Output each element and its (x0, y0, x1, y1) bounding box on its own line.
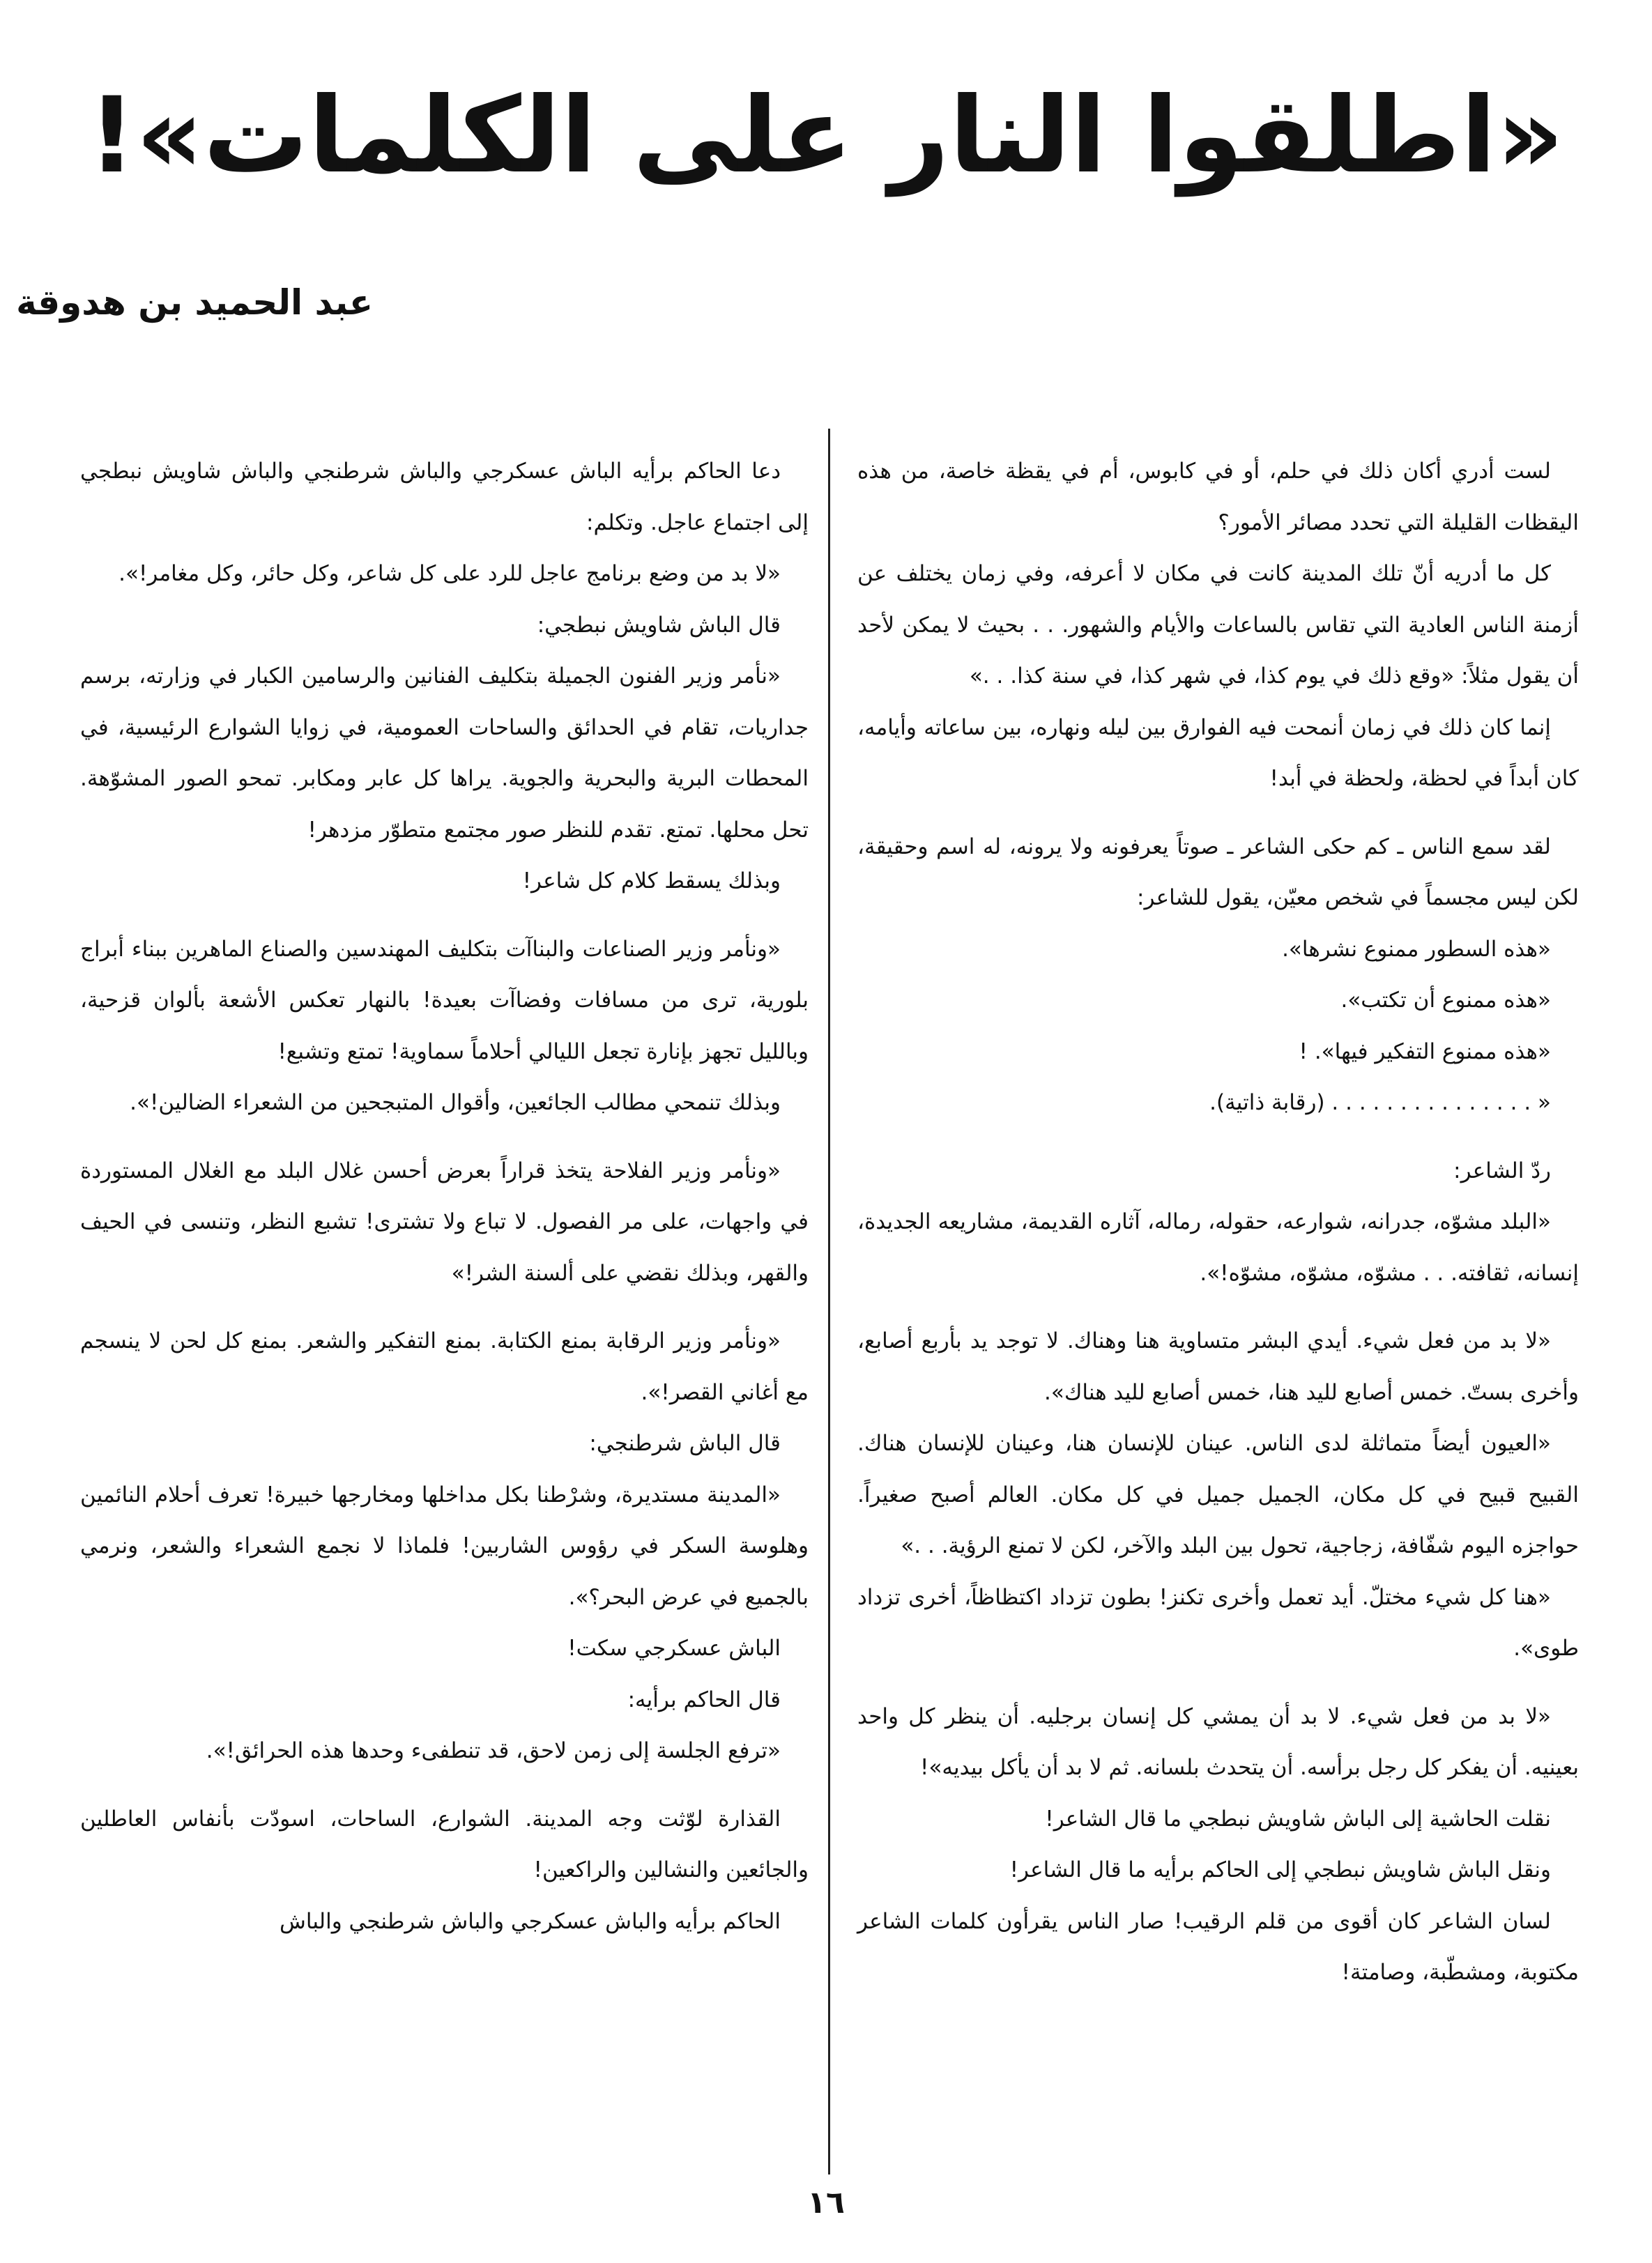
paragraph: «ونأمر وزير الرقابة بمنع الكتابة. بمنع التفكير والشعر. بمنع كل لحن لا ينسجم مع أغاني القصر!». (80, 1328, 809, 1405)
paragraph: قال الباش شرطنجي: (589, 1431, 781, 1456)
paragraph: نقلت الحاشية إلى الباش شاويش نبطجي ما قال الشاعر! (1045, 1806, 1551, 1832)
author-name: عبد الحميد بن هدوقة (16, 282, 373, 323)
paragraph: ونقل الباش شاويش نبطجي إلى الحاكم برأيه ما قال الشاعر! (1009, 1857, 1551, 1882)
paragraph: «هذه ممنوع التفكير فيها». ! (1299, 1038, 1551, 1064)
paragraph: «البلد مشوّه، جدرانه، شوارعه، حقوله، رماله، آثاره القديمة، مشاريعه الجديدة، إنسانه، ثقافته. . . مشوّه، مشوّه، مشوّه!». (857, 1209, 1579, 1286)
paragraph: «لا بد من فعل شيء. أيدي البشر متساوية هنا وهناك. لا توجد يد بأربع أصابع، وأخرى بستّ. خمس أصابع لليد هنا، خمس أصابع لليد هناك». (857, 1328, 1579, 1405)
paragraph: «ونأمر وزير الفلاحة يتخذ قراراً بعرض أحسن غلال البلد مع الغلال المستوردة في واجهات، على مر الفصول. لا تباع ولا تشترى! تشبع النظر، وتنسى في الحيف والقهر، وبذلك نقضي على ألسنة الشر!» (80, 1158, 809, 1286)
paragraph: «نأمر وزير الفنون الجميلة بتكليف الفنانين والرسامين الكبار في وزارته، برسم جداريات، تقام في الحدائق والساحات العمومية، في زوايا الشوارع الرئيسية، في المحطات البرية والبحرية والجوية. يراها كل عابر ومكابر. تمحو الصور المشوّهة. تحل محلها. تمتع. تقدم للنظر صور مجتمع متطوّر مزدهر! (80, 663, 809, 843)
paragraph: القذارة لوّثت وجه المدينة. الشوارع، الساحات، اسودّت بأنفاس العاطلين والجائعين والنشالين والراكعين! (80, 1806, 809, 1882)
paragraph: «لا بد من فعل شيء. لا بد أن يمشي كل إنسان برجليه. أن ينظر كل واحد بعينيه. أن يفكر كل رجل برأسه. أن يتحدث بلسانه. ثم لا بد أن يأكل بيديه»! (857, 1703, 1579, 1780)
paragraph: «لا بد من وضع برنامج عاجل للرد على كل شاعر، وكل حائر، وكل مغامر!». (118, 561, 781, 586)
paragraph: «هذه السطور ممنوع نشرها». (1282, 936, 1551, 962)
paragraph: الحاكم برأيه والباش عسكرجي والباش شرطنجي والباش (280, 1908, 781, 1934)
paragraph: «ونأمر وزير الصناعات والبناآت بتكليف المهندسين والصناع الماهرين ببناء أبراج بلورية، ترى من مسافات وفضاآت بعيدة! بالنهار تعكس الأشعة بألوان قزحية، وبالليل تجهز بإنارة تجعل الليالي أحلاماً سماوية! تمتع وتشبع! (80, 936, 809, 1064)
paragraph: دعا الحاكم برأيه الباش عسكرجي والباش شرطنجي والباش شاويش نبطجي إلى اجتماع عاجل. وتكلم: (80, 459, 809, 535)
article-title: «اطلقوا النار على الكلمات»! (88, 75, 1564, 197)
paragraph: «هنا كل شيء مختلّ. أيد تعمل وأخرى تكنز! بطون تزداد اكتظاظاً، أخرى تزداد طوى». (857, 1584, 1579, 1661)
paragraph: لسان الشاعر كان أقوى من قلم الرقيب! صار الناس يقرأون كلمات الشاعر مكتوبة، ومشطّبة، وصامتة! (857, 1908, 1579, 1985)
paragraph: ردّ الشاعر: (1453, 1158, 1551, 1183)
paragraph: لقد سمع الناس ـ كم حكى الشاعر ـ صوتاً يعرفونه ولا يرونه، له اسم وحقيقة، لكن ليس مجسماً في شخص معيّن، يقول للشاعر: (857, 834, 1579, 910)
page-number: ١٦ (807, 2185, 845, 2220)
paragraph: كل ما أدريه أنّ تلك المدينة كانت في مكان لا أعرفه، وفي زمان يختلف عن أزمنة الناس العادية التي تقاس بالساعات والأيام والشهور. . . بحيث لا يمكن لأحد أن يقول مثلاً: «وقع ذلك في يوم كذا، في شهر كذا، في سنة كذا. . .» (857, 561, 1579, 689)
paragraph: «المدينة مستديرة، وشرْطنا بكل مداخلها ومخارجها خبيرة! تعرف أحلام النائمين وهلوسة السكر في رؤوس الشاربين! فلماذا لا نجمع الشعراء والشعر، ونرمي بالجميع في عرض البحر؟». (80, 1482, 809, 1610)
column-divider (828, 429, 830, 2174)
paragraph: «ترفع الجلسة إلى زمن لاحق، قد تنطفىء وحدها هذه الحرائق!». (206, 1738, 781, 1763)
paragraph: «العيون أيضاً متماثلة لدى الناس. عينان للإنسان هنا، وعينان للإنسان هناك. القبيح قبيح في كل مكان، الجميل جميل في كل مكان. العالم أصبح صغيراً. حواجزه اليوم شفّافة، زجاجية، تحول بين البلد والآخر، لكن لا تمنع الرؤية. . .» (857, 1431, 1579, 1558)
paragraph: قال الحاكم برأيه: (627, 1687, 781, 1712)
paragraph: « . . . . . . . . . . . . . . . (رقابة ذاتية). (1209, 1090, 1551, 1115)
paragraph: وبذلك يسقط كلام كل شاعر! (522, 868, 781, 893)
paragraph: لست أدري أكان ذلك في حلم، أو في كابوس، أم في يقظة خاصة، من هذه اليقظات القليلة التي تحدد مصائر الأمور؟ (857, 459, 1579, 535)
paragraph: قال الباش شاويش نبطجي: (537, 612, 781, 638)
right-column (857, 446, 1579, 1999)
paragraph: «هذه ممنوع أن تكتب». (1340, 988, 1551, 1013)
paragraph: الباش عسكرجي سكت! (567, 1636, 781, 1661)
paragraph: وبذلك تنمحي مطالب الجائعين، وأقوال المتبجحين من الشعراء الضالين!». (130, 1090, 781, 1115)
left-column (80, 446, 809, 1947)
paragraph: إنما كان ذلك في زمان أنمحت فيه الفوارق بين ليله ونهاره، بين ساعاته وأيامه، كان أبداً في لحظة، ولحظة في أبد! (857, 714, 1579, 791)
